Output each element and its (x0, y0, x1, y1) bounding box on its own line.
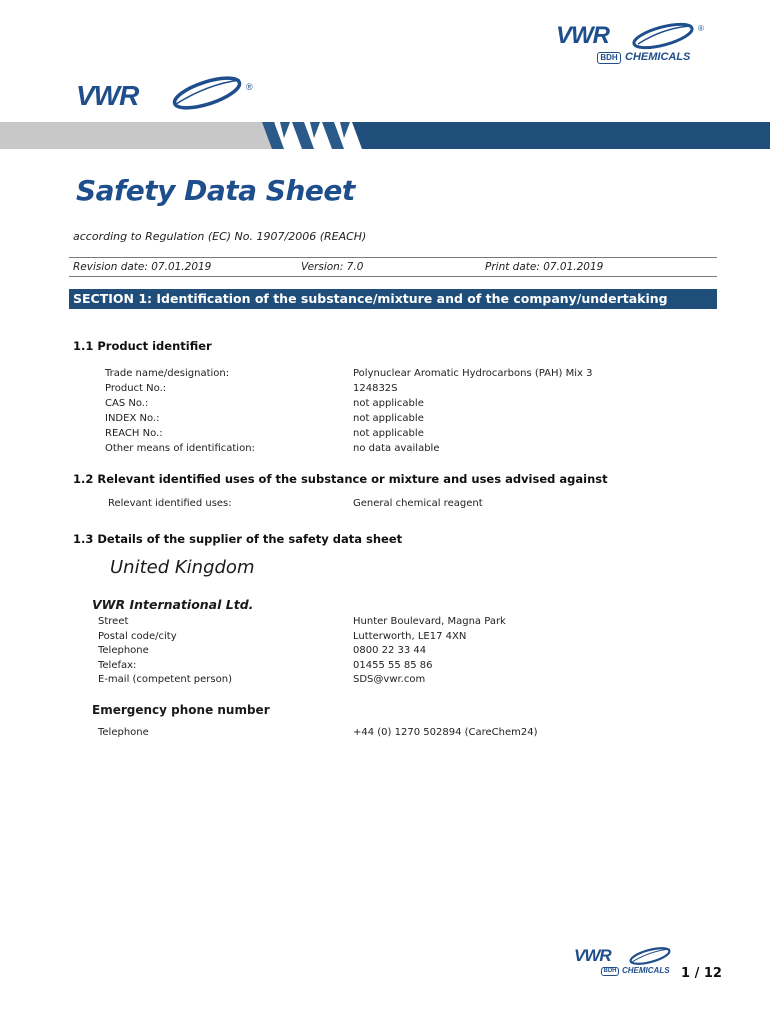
top-right-logo (556, 22, 706, 66)
supplier-value: 01455 55 85 86 (353, 660, 433, 671)
supplier-label: Street (98, 616, 129, 627)
supplier-label: E-mail (competent person) (98, 674, 232, 685)
chemicals-label: CHEMICALS (622, 966, 670, 975)
document-subtitle: according to Regulation (EC) No. 1907/2006 (REACH) (73, 230, 367, 243)
product-identifier-value: not applicable (353, 413, 424, 424)
supplier-value: Hunter Boulevard, Magna Park (353, 616, 506, 627)
emergency-value: +44 (0) 1270 502894 (CareChem24) (353, 727, 538, 738)
bdh-badge: BDH (601, 967, 619, 976)
registered-mark: ® (698, 24, 704, 33)
supplier-label: Postal code/city (98, 631, 177, 642)
banner-blue-band (362, 122, 770, 149)
product-identifier-label: INDEX No.: (105, 413, 160, 424)
leaf-swoosh-icon (166, 74, 248, 110)
product-identifier-value: no data available (353, 443, 440, 454)
supplier-value: Lutterworth, LE17 4XN (353, 631, 467, 642)
main-logo (76, 74, 276, 114)
banner-grey-band (0, 122, 275, 149)
main-logo-text: VWR (76, 80, 139, 111)
product-identifier-heading: 1.1 Product identifier (73, 339, 212, 353)
supplier-company: VWR International Ltd. (92, 597, 254, 612)
product-identifier-label: Other means of identification: (105, 443, 255, 454)
leaf-swoosh-icon (626, 946, 674, 966)
product-identifier-value: 124832S (353, 383, 398, 394)
page-number: 1 / 12 (681, 966, 722, 981)
version: Version: 7.0 (301, 261, 364, 273)
product-identifier-label: Trade name/designation: (105, 368, 230, 379)
document-title: Safety Data Sheet (76, 174, 355, 207)
supplier-heading: 1.3 Details of the supplier of the safety data sheet (73, 532, 403, 546)
product-identifier-value: not applicable (353, 428, 424, 439)
supplier-value: 0800 22 33 44 (353, 645, 427, 656)
uses-value: General chemical reagent (353, 498, 483, 509)
product-identifier-value: Polynuclear Aromatic Hydrocarbons (PAH) Mix 3 (353, 368, 593, 379)
top-right-logo-text: VWR (556, 22, 609, 49)
divider-top (69, 257, 717, 258)
uses-heading: 1.2 Relevant identified uses of the substance or mixture and uses advised against (73, 472, 608, 486)
supplier-label: Telephone (98, 645, 149, 656)
uses-label: Relevant identified uses: (108, 498, 232, 509)
product-identifier-label: REACH No.: (105, 428, 163, 439)
supplier-email: SDS@vwr.com (353, 674, 426, 685)
divider-bottom (69, 276, 717, 277)
supplier-country: United Kingdom (110, 557, 255, 578)
emergency-label: Telephone (98, 727, 149, 738)
chemicals-label: CHEMICALS (625, 51, 691, 63)
leaf-swoosh-icon (628, 22, 698, 50)
registered-mark: ® (246, 82, 253, 92)
footer-logo (574, 946, 684, 978)
print-date: Print date: 07.01.2019 (485, 261, 604, 273)
section-1-heading: SECTION 1: Identification of the substance/mixture and of the company/undertaking (69, 289, 717, 309)
product-identifier-value: not applicable (353, 398, 424, 409)
footer-logo-text: VWR (574, 946, 611, 965)
revision-date: Revision date: 07.01.2019 (73, 261, 212, 273)
bdh-badge: BDH (597, 52, 621, 64)
product-identifier-label: Product No.: (105, 383, 167, 394)
supplier-label: Telefax: (98, 660, 137, 671)
emergency-heading: Emergency phone number (92, 703, 270, 717)
product-identifier-label: CAS No.: (105, 398, 149, 409)
